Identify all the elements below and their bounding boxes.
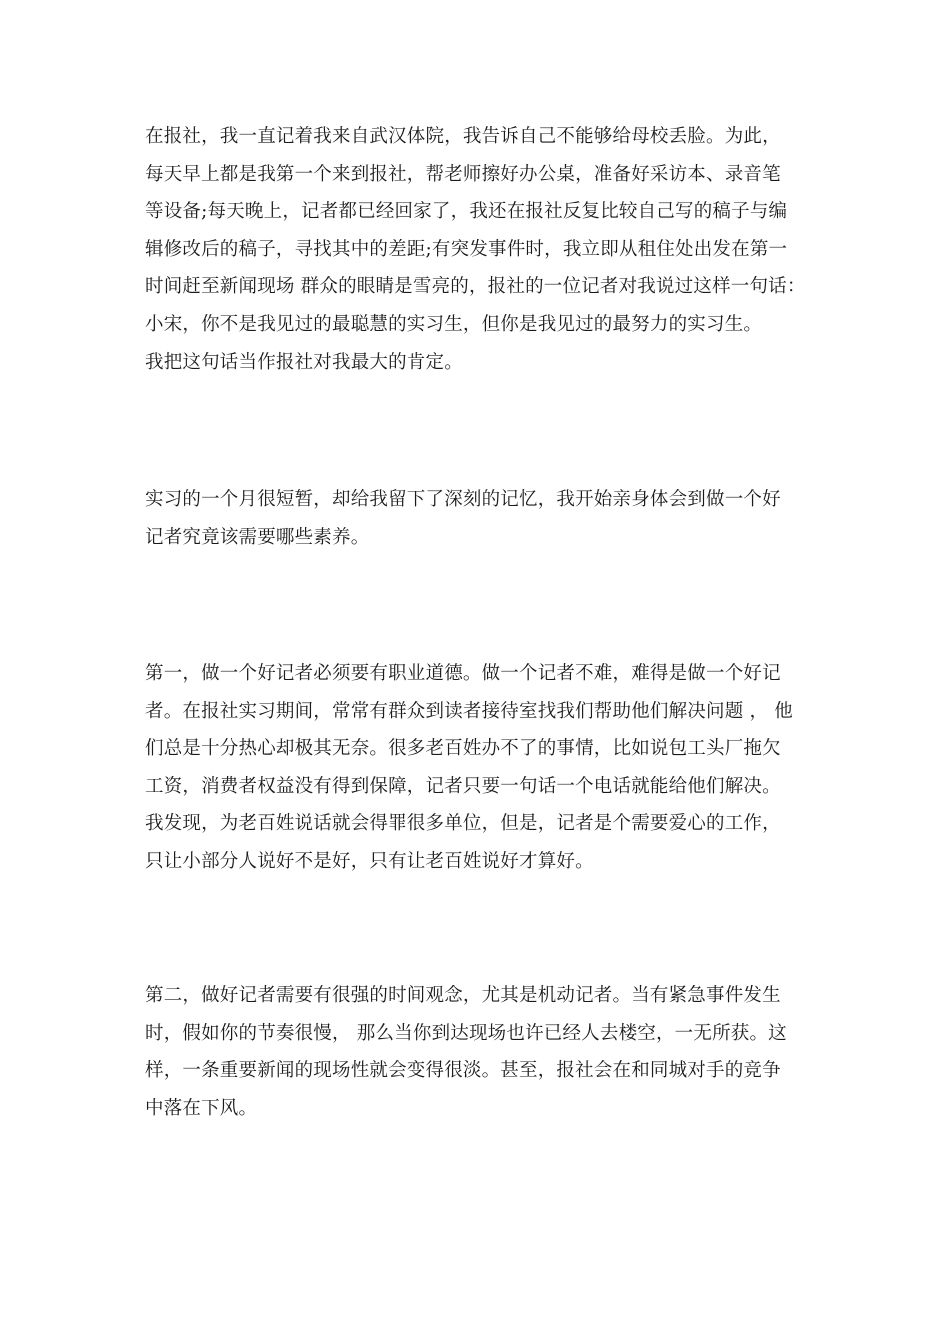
text-line: 我把这句话当作报社对我最大的肯定。 (145, 351, 463, 373)
text-line: 者。在报社实习期间，常常有群众到读者接待室找我们帮助他们解决问题 ， 他 (145, 700, 793, 722)
text-line: 辑修改后的稿子，寻找其中的差距;有突发事件时，我立即从租住处出发在第一 (145, 238, 788, 260)
paragraph-professional-ethics (145, 655, 825, 881)
paragraph-alma-mater (145, 118, 825, 381)
text-line: 工资，消费者权益没有得到保障，记者只要一句话一个电话就能给他们解决。 (145, 775, 781, 797)
text-line: 只让小部分人说好不是好，只有让老百姓说好才算好。 (145, 850, 594, 872)
text-line: 们总是十分热心却极其无奈。很多老百姓办不了的事情，比如说包工头厂拖欠 (145, 738, 781, 760)
text-line: 时间赶至新闻现场 群众的眼睛是雪亮的，报社的一位记者对我说过这样一句话： (145, 276, 806, 298)
text-line: 每天早上都是我第一个来到报社，帮老师擦好办公桌，准备好采访本、录音笔 (145, 163, 781, 185)
text-line: 小宋，你不是我见过的最聪慧的实习生，但你是我见过的最努力的实习生。 (145, 313, 763, 335)
text-line: 中落在下风。 (145, 1097, 258, 1119)
paragraph-internship-month (145, 481, 825, 556)
text-line: 样，一条重要新闻的现场性就会变得很淡。甚至，报社会在和同城对手的竞争 (145, 1060, 781, 1082)
text-line: 第二，做好记者需要有很强的时间观念，尤其是机动记者。当有紧急事件发生 (145, 985, 781, 1006)
text-line: 实习的一个月很短暂，却给我留下了深刻的记忆，我开始亲身体会到做一个好 (145, 489, 781, 510)
text-line: 在报社，我一直记着我来自武汉体院，我告诉自己不能够给母校丢脸。为此， (145, 126, 781, 147)
text-line: 第一，做一个好记者必须要有职业道德。做一个记者不难，难得是做一个好记 (145, 663, 781, 684)
text-line: 我发现，为老百姓说话就会得罪很多单位，但是，记者是个需要爱心的工作， (145, 813, 781, 835)
text-line: 记者究竟该需要哪些素养。 (145, 526, 370, 548)
text-line: 时，假如你的节奏很慢， 那么当你到达现场也许已经人去楼空，一无所获。这 (145, 1022, 787, 1044)
paragraph-time-awareness (145, 977, 825, 1127)
text-line: 等设备;每天晚上，记者都已经回家了，我还在报社反复比较自己写的稿子与编 (145, 201, 788, 223)
